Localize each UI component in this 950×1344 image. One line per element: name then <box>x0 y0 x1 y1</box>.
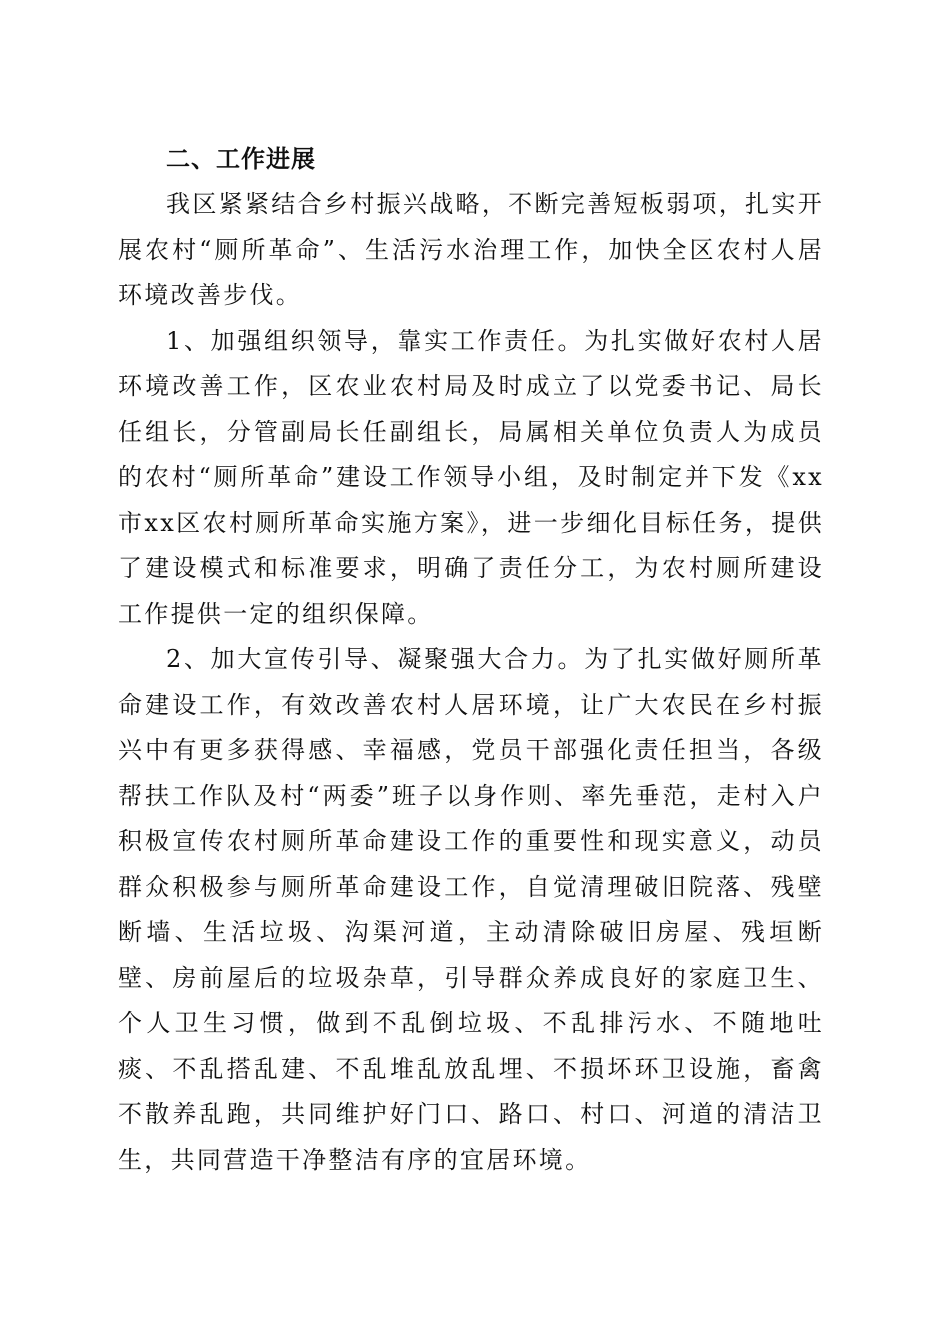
paragraph-organization-leadership: 1、加强组织领导，靠实工作责任。为扎实做好农村人居环境改善工作，区农业农村局及时成立了以党委书记、局长任组长，分管副局长任副组长，局属相关单位负责人为成员的农村“厕所革命”建设工作领导小组，及时制定并下发《xx市xx区农村厕所革命实施方案》，进一步细化目标任务，提供了建设模式和标准要求，明确了责任分工，为农村厕所建设工作提供一定的组织保障。 <box>118 326 824 628</box>
section-heading: 二、工作进展 <box>166 145 316 173</box>
document-page <box>118 136 824 1183</box>
paragraph-publicity-guidance: 2、加大宣传引导、凝聚强大合力。为了扎实做好厕所革命建设工作，有效改善农村人居环境，让广大农民在乡村振兴中有更多获得感、幸福感，党员干部强化责任担当，各级帮扶工作队及村“两委”班子以身作则、率先垂范，走村入户积极宣传农村厕所革命建设工作的重要性和现实意义，动员群众积极参与厕所革命建设工作，自觉清理破旧院落、残壁断墙、生活垃圾、沟渠河道，主动清除破旧房屋、残垣断壁、房前屋后的垃圾杂草，引导群众养成良好的家庭卫生、个人卫生习惯，做到不乱倒垃圾、不乱排污水、不随地吐痰、不乱搭乱建、不乱堆乱放乱埋、不损坏环卫设施，畜禽不散养乱跑，共同维护好门口、路口、村口、河道的清洁卫生，共同营造干净整洁有序的宜居环境。 <box>118 645 824 1174</box>
intro-paragraph: 我区紧紧结合乡村振兴战略，不断完善短板弱项，扎实开展农村“厕所革命”、生活污水治理工作，加快全区农村人居环境改善步伐。 <box>118 190 824 309</box>
